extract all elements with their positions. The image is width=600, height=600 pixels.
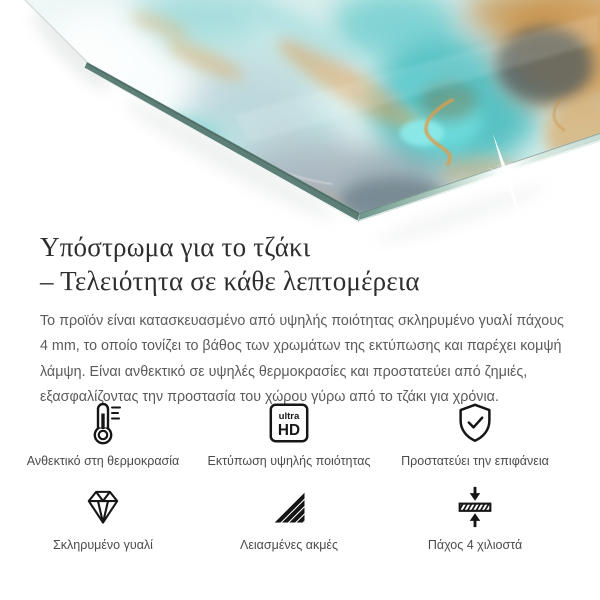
feature-label: Πάχος 4 χιλιοστά [427,538,523,552]
thermometer-icon [79,399,127,447]
ultra-hd-icon [266,400,312,446]
thickness-icon [452,484,498,530]
feature-temperature [10,398,196,468]
feature-polished-edges [196,482,382,552]
page-title [40,231,570,298]
feature-label: Σκληρυμένο γυαλί [53,538,153,552]
ultra-hd-badge-top: ultra [278,411,300,423]
feature-surface-protection [382,398,568,468]
title-line-1: Υπόστρωμα για το τζάκι [40,232,311,262]
ultra-hd-badge-bottom: HD [277,421,301,439]
feature-label: Λειασμένες ακμές [239,538,338,552]
feature-print-quality [196,398,382,468]
feature-tempered-glass [10,482,196,552]
glass-panel-art [0,0,600,250]
polished-edges-icon [267,485,311,529]
product-description: Το προϊόν είναι κατασκευασμένο από υψηλής ποιότητας σκληρυμένο γυαλί πάχους 4 mm, το οποίο τονίζει το βάθος των χρωμάτων της εκτύπωσης και παρέχει κομψή λάμψη. Είναι ανθεκτικό σε υψηλές θερμοκρασίες και προστατεύει από ζημιές, εξασφαλίζοντας την προστασία του χώρου γύρω από το τζάκι για χρόνια. [40,313,564,406]
diamond-icon [81,485,125,529]
shield-check-icon [452,400,498,446]
feature-label: Εκτύπωση υψηλής ποιότητας [207,454,371,468]
title-line-2: – Τελειότητα σε κάθε λεπτομέρεια [40,265,420,296]
product-image [0,0,600,250]
features-grid [10,398,568,552]
feature-label: Ανθεκτικό στη θερμοκρασία [26,454,180,468]
feature-label: Προστατεύει την επιφάνεια [401,454,549,468]
feature-thickness [382,482,568,552]
